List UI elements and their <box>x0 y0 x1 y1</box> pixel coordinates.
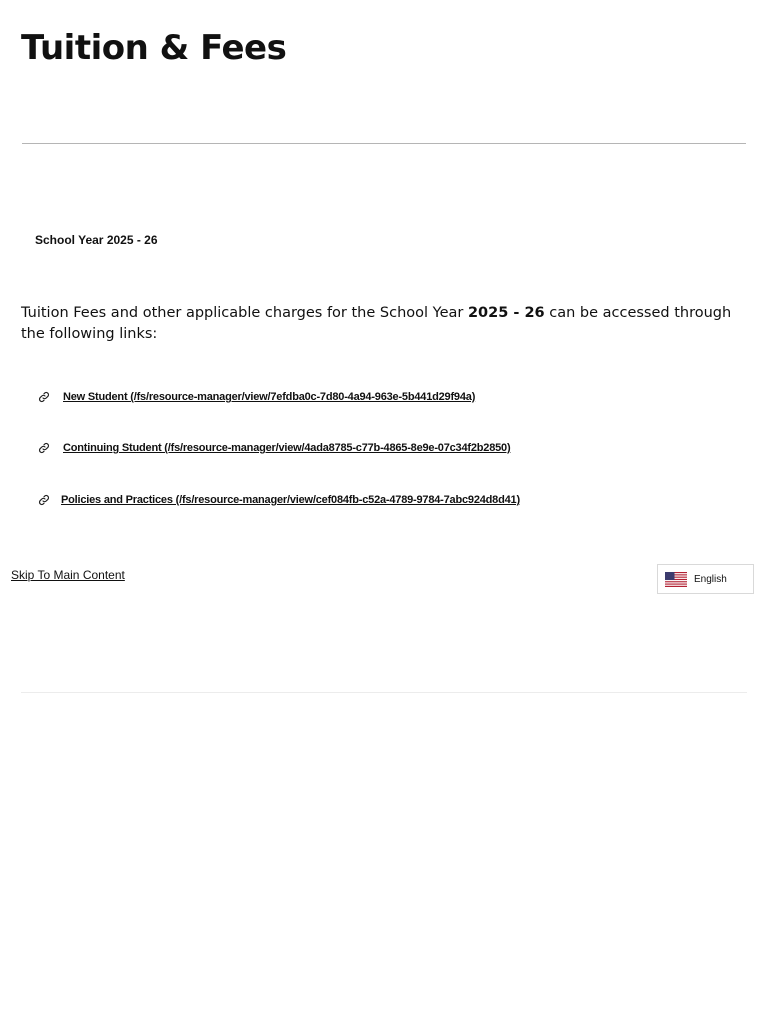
fee-link-label[interactable]: Policies and Practices (/fs/resource-manager/view/cef084fb-c52a-4789-9784-7abc924d8d41) <box>61 494 520 506</box>
intro-text-after: can be accessed through the following links: <box>21 305 732 342</box>
fee-link-label[interactable]: Continuing Student (/fs/resource-manager/view/4ada8785-c77b-4865-8e9e-07c34f2b2850) <box>63 442 511 454</box>
fee-link-new-student[interactable] <box>38 389 475 405</box>
title-divider <box>22 143 746 144</box>
intro-school-year: 2025 - 26 <box>467 305 545 321</box>
fee-link-label[interactable]: New Student (/fs/resource-manager/view/7efdba0c-7d80-4a94-963e-5b441d29f94a) <box>63 391 476 403</box>
language-label: English <box>694 573 727 585</box>
us-flag-icon <box>665 572 687 587</box>
intro-paragraph <box>21 303 751 344</box>
link-icon <box>38 390 52 404</box>
school-year-label: School Year 2025 - 26 <box>35 233 158 247</box>
footer-divider <box>21 692 747 693</box>
language-selector[interactable] <box>657 564 754 594</box>
fee-link-continuing-student[interactable] <box>38 440 510 456</box>
fee-link-policies-practices[interactable] <box>38 492 520 508</box>
link-icon <box>38 493 52 507</box>
link-icon <box>38 441 52 455</box>
skip-to-main-content-link[interactable]: Skip To Main Content <box>11 568 125 582</box>
page-title: Tuition & Fees <box>21 28 287 68</box>
intro-text-before: Tuition Fees and other applicable charges for the School Year <box>21 305 468 321</box>
